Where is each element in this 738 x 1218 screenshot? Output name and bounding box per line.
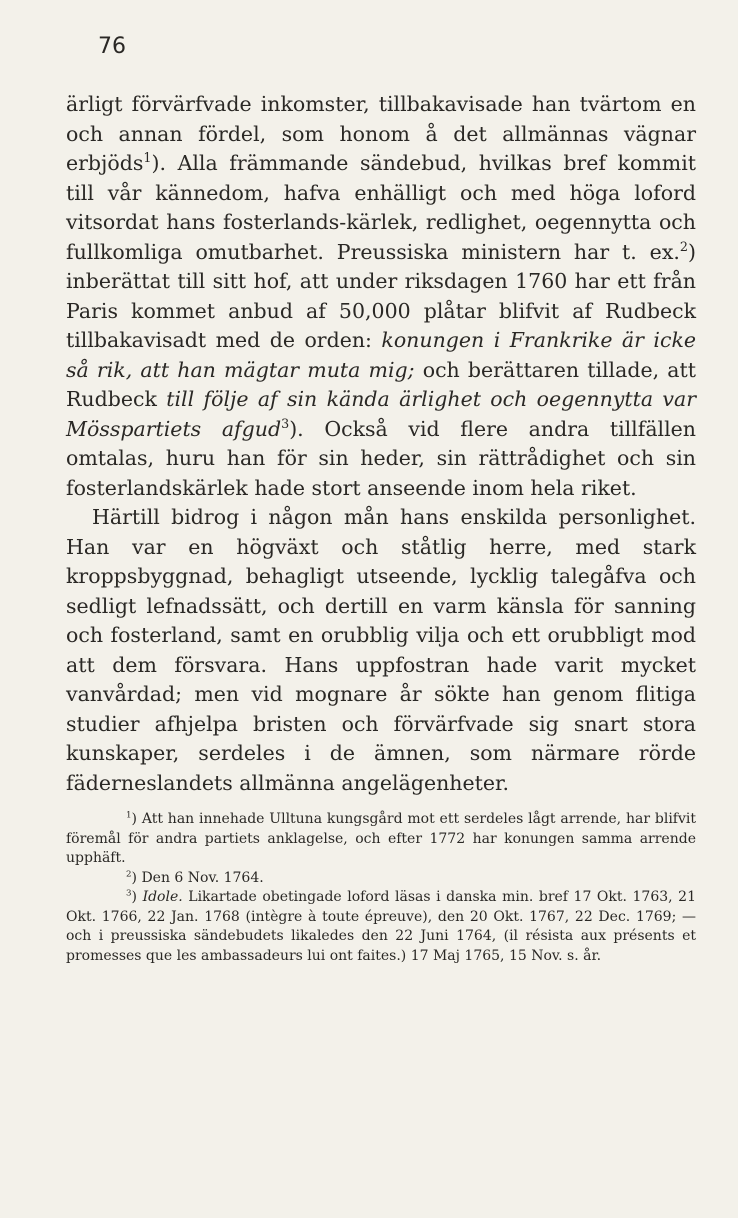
footnotes	[66, 810, 696, 966]
text-run: ) Den 6 Nov. 1764.	[131, 869, 264, 886]
text-run: )	[131, 889, 143, 905]
text-run: och berättaren tillade, att Rudbeck	[66, 357, 696, 411]
text-run: ) inberättat till sitt hof, att under riksdagen 1760 har ett från Paris kommet anbud af 50,000 plåtar blifvit af Rudbeck tillbakavisadt med de orden:	[66, 239, 696, 352]
italic-text: konungen i Frankrike är icke så rik, att han mägtar muta mig;	[66, 328, 696, 382]
footnote-1	[66, 810, 696, 869]
text-run: ) Att han innehade Ulltuna kungsgård mot ett serdeles lågt arrende, har blifvit föremål för andra partiets anklagelse, och efter 1772 har konungen samma arrende upphäft.	[66, 811, 696, 866]
text-run: Härtill bidrog i någon mån hans enskilda personlighet. Han var en högväxt och ståtlig herre, med stark kroppsbyggnad, behagligt utseende, lycklig talegåfva och sedligt lefnadssätt, och dertill en varm känsla för sanning och fosterland, samt en orubblig vilja och ett orubbligt mod att dem försvara. Hans uppfostran hade varit mycket vanvårdad; men vid mognare år sökte han genom flitiga studier afhjelpa bristen och förvärfvade sig snart stora kunskaper, serdeles i de ämnen, som närmare rörde fäderneslandets allmänna angelägenheter.	[66, 505, 696, 795]
italic-text: till följe af sin kända ärlighet och oegennytta var Mösspartiets afgud	[66, 387, 696, 441]
footnote-marker: 1	[143, 150, 152, 166]
text-run: ). Också vid flere andra tillfällen omtalas, huru han för sin heder, sin rättrådighet och sin fosterlandskärlek hade stort anseende inom hela riket.	[66, 416, 696, 500]
footnote-marker: 2	[126, 868, 132, 879]
footnote-marker: 3	[126, 888, 132, 899]
body-text	[66, 90, 696, 798]
page-number: 76	[98, 34, 126, 59]
footnote-marker: 2	[679, 238, 688, 254]
footnote-3	[66, 888, 696, 966]
paragraph-1	[66, 90, 696, 503]
footnote-marker: 3	[281, 415, 290, 431]
text-run: ). Alla främmande sändebud, hvilkas bref kommit till vår kännedom, hafva enhälligt och med höga loford vitsordat hans fosterlands-kärlek, redlighet, oegennytta och fullkomliga omutbarhet. Preussiska ministern har t. ex.	[66, 151, 696, 264]
footnote-2	[66, 869, 696, 889]
paragraph-2	[66, 503, 696, 798]
text-run: ärligt förvärfvade inkomster, tillbakavisade han tvärtom en och annan fördel, som honom å det allmännas vägnar erbjöds	[66, 92, 696, 175]
text-run: Likartade obetingade loford läsas i danska min. bref 17 Okt. 1763, 21 Okt. 1766, 22 Jan. 1768 (intègre à toute épreuve), den 20 Okt. 1767, 22 Dec. 1769; — och i preussiska sändebudets likaledes den 22 Juni 1764, (il résista aux présents et promesses que les ambassadeurs lui ont faites.) 17 Maj 1765, 15 Nov. s. år.	[66, 889, 696, 964]
footnote-marker: 1	[126, 810, 132, 821]
italic-text: Idole.	[142, 889, 183, 905]
